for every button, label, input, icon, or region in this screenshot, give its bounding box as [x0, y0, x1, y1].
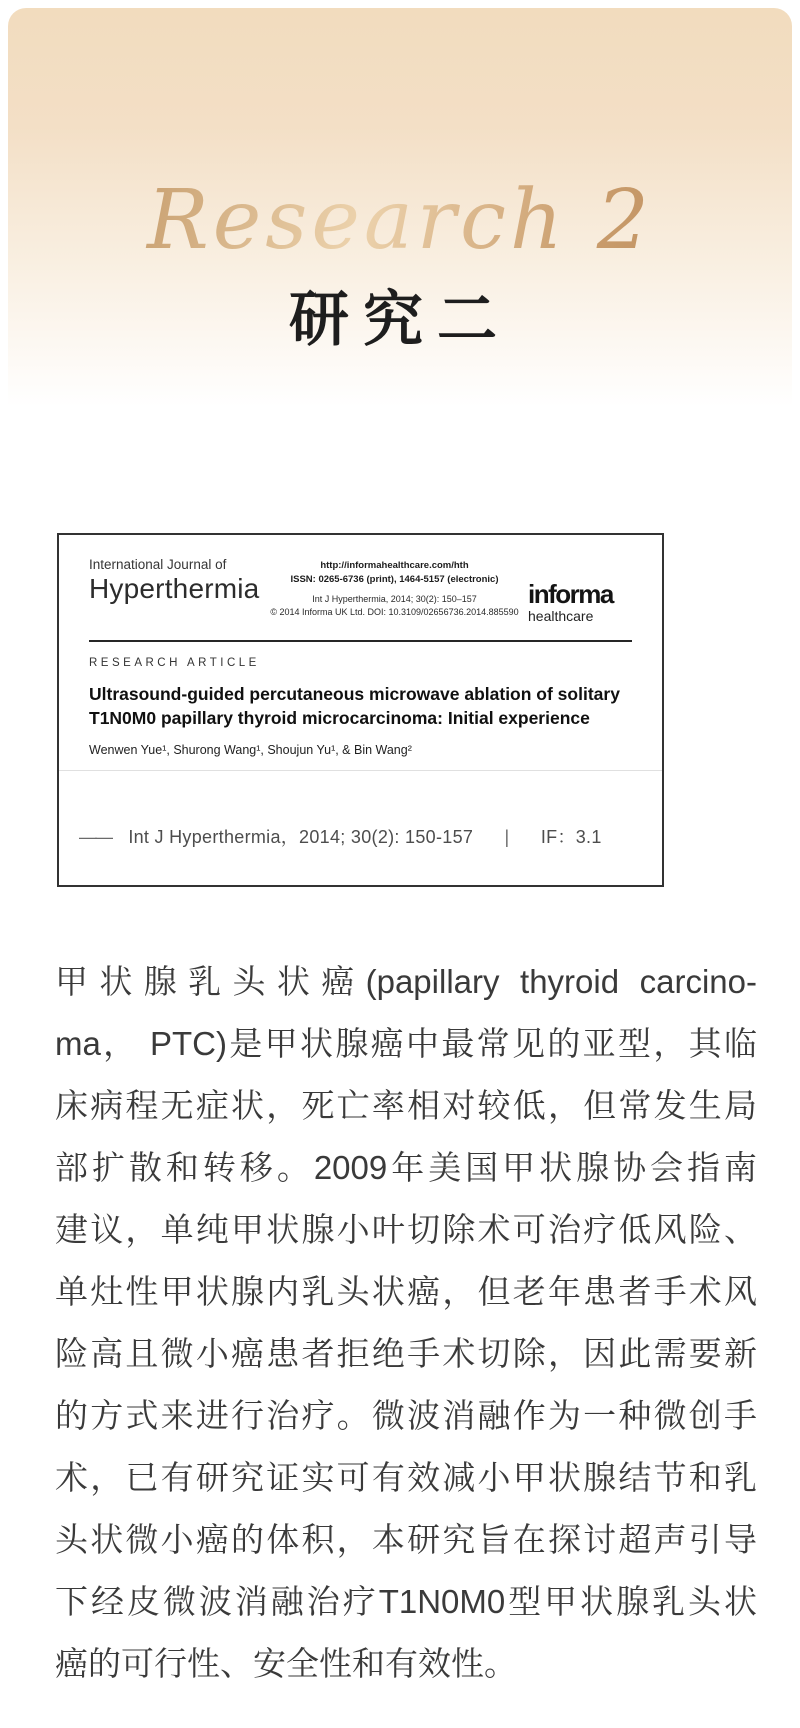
paragraph-line: 头状微小癌的体积，本研究旨在探讨超声引导 [55, 1521, 757, 1559]
article-type-label: RESEARCH ARTICLE [89, 657, 260, 669]
publisher-logo [528, 557, 632, 624]
informa-healthcare-label: healthcare [528, 608, 594, 624]
paragraph-line: 术，已有研究证实可有效减小甲状腺结节和乳 [55, 1459, 757, 1497]
paragraph-line: ma， PTC)是甲状腺癌中最常见的亚型，其临 [55, 1025, 757, 1063]
paper-title-line1: Ultrasound-guided percutaneous microwave ablation of solitary [89, 684, 620, 704]
paper-title [89, 682, 632, 730]
journal-info-block [261, 557, 528, 620]
paragraph-line: 癌的可行性、安全性和有效性。 [55, 1645, 517, 1683]
journal-name [89, 557, 261, 605]
section-header-banner [8, 8, 792, 432]
paragraph-line: 部扩散和转移。2009年美国甲状腺协会指南 [55, 1149, 757, 1187]
paragraph-line: 甲状腺乳头状癌(papillary thyroid carcino- [55, 963, 757, 1001]
citation-separator: | [504, 827, 510, 848]
paragraph-line: 床病程无症状，死亡率相对较低，但常发生局 [55, 1087, 757, 1125]
journal-masthead [59, 535, 662, 624]
informa-logo: informa [528, 579, 613, 609]
article-body [55, 951, 757, 1695]
paragraph-line: 单灶性甲状腺内乳头状癌，但老年患者手术风 [55, 1273, 757, 1311]
impact-factor: IF：3.1 [540, 827, 602, 848]
paragraph-line: 建议，单纯甲状腺小叶切除术可治疗低风险、 [55, 1211, 757, 1249]
journal-doi: © 2014 Informa UK Ltd. DOI: 10.3109/02656736.2014.885590 [270, 607, 519, 618]
journal-name-line2: Hyperthermia [89, 572, 260, 604]
journal-reference: Int J Hyperthermia, 2014; 30(2): 150–157 [312, 593, 477, 604]
section-title-english: Research 2 [8, 8, 792, 262]
citation-reference: Int J Hyperthermia，2014; 30(2): 150-157 [128, 827, 474, 848]
paragraph-line: 下经皮微波消融治疗T1N0M0型甲状腺乳头状 [55, 1583, 757, 1621]
paper-authors: Wenwen Yue¹, Shurong Wang¹, Shoujun Yu¹, & Bin Wang² [89, 743, 412, 758]
journal-url: http://informahealthcare.com/hth [320, 560, 469, 571]
paragraph-line: 险高且微小癌患者拒绝手术切除，因此需要新 [55, 1335, 757, 1373]
journal-issn: ISSN: 0265-6736 (print), 1464-5157 (electronic) [290, 573, 499, 585]
section-title-chinese: 研究二 [289, 285, 511, 355]
paper-citation-card [57, 533, 664, 887]
citation-dash: —— [79, 827, 111, 848]
citation-line [59, 771, 662, 885]
journal-name-line1: International Journal of [89, 557, 227, 572]
paper-title-line2: T1N0M0 papillary thyroid microcarcinoma: Initial experience [89, 708, 590, 729]
masthead-rule [89, 640, 632, 642]
paragraph-line: 的方式来进行治疗。微波消融作为一种微创手 [55, 1397, 757, 1435]
